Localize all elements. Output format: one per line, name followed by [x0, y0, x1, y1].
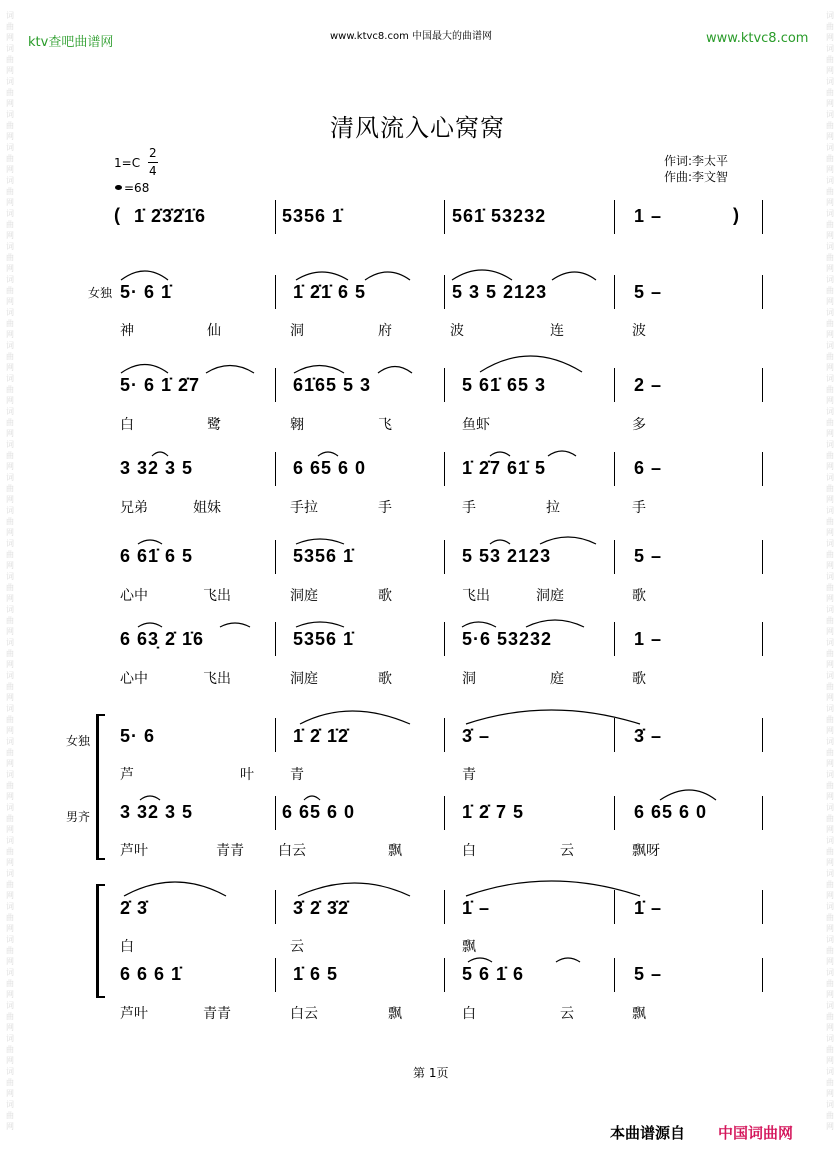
part-label-solo: 女独 — [88, 286, 113, 300]
line5-measure-1: 6 63̣ 2̇ 1̇6 — [120, 629, 205, 649]
duet1-upper-measure-4: 3̇ – — [634, 726, 663, 746]
duet1-upper-measure-2: 1̇ 2̇ 1̇2̇ — [293, 726, 350, 746]
footer-source-label: 本曲谱源自 — [610, 1124, 686, 1142]
lyric-syllable: 飘 — [388, 1006, 402, 1022]
lyric-syllable: 飞出 — [462, 588, 490, 604]
lyric-syllable: 飘呀 — [632, 843, 660, 859]
page-number: 第 1页 — [413, 1066, 449, 1080]
lyric-syllable: 洞 — [290, 323, 304, 339]
line1-measure-2: 1̇ 2̇1̇ 6 5 — [293, 282, 367, 302]
lyric-syllable: 洞庭 — [290, 588, 318, 604]
lyric-syllable: 飘 — [632, 1006, 646, 1022]
line1-measure-1: 5· 6 1̇ — [120, 282, 173, 302]
lyric-syllable: 青 — [290, 767, 304, 783]
part-label-male: 男齐 — [66, 810, 91, 824]
lyric-syllable: 府 — [378, 323, 392, 339]
duet1-lower-measure-2: 6 65 6 0 — [282, 802, 356, 822]
duet2-lower-measure-1: 6 6 6 1̇ — [120, 964, 183, 984]
line2-measure-2: 61̇65 5 3 — [293, 375, 372, 395]
line4-measure-4: 5 – — [634, 546, 663, 566]
line4-measure-2: 5356 1̇ — [293, 546, 355, 566]
line2-measure-1: 5· 6 1̇ 2̇7 — [120, 375, 201, 395]
duet1-upper-measure-3: 3̇ – — [462, 726, 491, 746]
duet2-upper-measure-3: 1̇ – — [462, 898, 491, 918]
lyric-syllable: 飘 — [388, 843, 402, 859]
lyric-syllable: 歌 — [378, 588, 392, 604]
lyric-syllable: 青 — [462, 767, 476, 783]
header-right-link[interactable]: www.ktvc8.com — [706, 31, 809, 46]
line2-measure-4: 2 – — [634, 375, 663, 395]
line5-measure-4: 1 – — [634, 629, 663, 649]
lyric-syllable: 庭 — [550, 671, 564, 687]
line4-measure-3: 5 53 2123 — [462, 546, 552, 566]
lyric-syllable: 白 — [120, 417, 134, 433]
lyric-syllable: 洞 — [462, 671, 476, 687]
lyric-syllable: 连 — [550, 323, 564, 339]
lyric-syllable: 飞出 — [203, 671, 231, 687]
intro-measure-1: 1̇ 2̇3̇2̇1̇6 — [134, 206, 207, 226]
lyric-syllable: 白云 — [290, 1006, 318, 1022]
lyric-syllable: 白 — [120, 939, 134, 955]
intro-measure-2: 5356 1̇ — [282, 206, 344, 226]
lyric-syllable: 手 — [462, 500, 476, 516]
lyric-syllable: 歌 — [632, 588, 646, 604]
lyric-syllable: 兄弟 — [120, 500, 148, 516]
header-left-link[interactable]: ktv查吧曲谱网 — [28, 35, 114, 50]
line3-measure-2: 6 65 6 0 — [293, 458, 367, 478]
line5-measure-2: 5356 1̇ — [293, 629, 355, 649]
duet2-lower-measure-2: 1̇ 6 5 — [293, 964, 339, 984]
lyric-syllable: 翱 — [290, 417, 304, 433]
lyric-syllable: 白云 — [278, 843, 306, 859]
lyric-syllable: 叶 — [240, 767, 254, 783]
lyric-syllable: 心中 — [120, 671, 148, 687]
time-signature-bottom: 4 — [149, 164, 157, 178]
lyric-syllable: 洞庭 — [290, 671, 318, 687]
lyricist-credit: 作词:李太平 — [664, 154, 729, 168]
side-watermark-left: 词曲网词曲网词曲网词曲网词曲网词曲网词曲网词曲网词曲网词曲网词曲网词曲网词曲网词曲网词曲网词曲网词曲网词曲网词曲网词曲网词曲网词曲网词曲网词曲网词曲网词曲网词曲网词曲网词曲网词曲网词曲网词曲网词曲网词曲网 — [6, 11, 14, 1131]
duet1-lower-measure-3: 1̇ 2̇ 7 5 — [462, 802, 525, 822]
lyric-syllable: 波 — [450, 323, 464, 339]
intro-measure-3: 561̇ 53232 — [452, 206, 547, 226]
duet2-upper-measure-2: 3̇ 2̇ 3̇2̇ — [293, 898, 350, 918]
key-signature: 1=C — [114, 156, 141, 170]
line1-measure-3: 5 3 5 2123 — [452, 282, 548, 302]
intro-measure-4: 1 – — [634, 206, 663, 226]
line4-measure-1: 6 61̇ 6 5 — [120, 546, 194, 566]
lyric-syllable: 青青 — [203, 1006, 231, 1022]
lyric-syllable: 云 — [560, 1006, 574, 1022]
lyric-syllable: 芦叶 — [120, 843, 148, 859]
tempo-marking: =68 — [124, 181, 150, 195]
lyric-syllable: 青青 — [216, 843, 244, 859]
side-watermark-right: 词曲网词曲网词曲网词曲网词曲网词曲网词曲网词曲网词曲网词曲网词曲网词曲网词曲网词曲网词曲网词曲网词曲网词曲网词曲网词曲网词曲网词曲网词曲网词曲网词曲网词曲网词曲网词曲网词曲网词曲网词曲网词曲网词曲网词曲网 — [826, 11, 834, 1131]
lyric-syllable: 白 — [462, 843, 476, 859]
lyric-syllable: 飞出 — [203, 588, 231, 604]
lyric-syllable: 手 — [632, 500, 646, 516]
line1-measure-4: 5 – — [634, 282, 663, 302]
lyric-syllable: 飞 — [378, 417, 392, 433]
lyric-syllable: 歌 — [632, 671, 646, 687]
lyric-syllable: 飘 — [462, 939, 476, 955]
duet1-lower-measure-4: 6 65 6 0 — [634, 802, 708, 822]
footer-source-link[interactable]: 中国词曲网 — [718, 1124, 794, 1142]
intro-close-paren: ) — [733, 205, 740, 225]
lyric-syllable: 神 — [120, 323, 134, 339]
duet2-lower-measure-3: 5 6 1̇ 6 — [462, 964, 525, 984]
lyric-syllable: 歌 — [378, 671, 392, 687]
lyric-syllable: 姐妹 — [193, 500, 221, 516]
time-signature-top: 2 — [149, 146, 157, 160]
part-label-solo: 女独 — [66, 734, 91, 748]
lyric-syllable: 仙 — [207, 323, 221, 339]
song-title: 清风流入心窝窝 — [330, 114, 505, 142]
intro-open-paren: ( — [114, 205, 121, 225]
lyric-syllable: 芦叶 — [120, 1006, 148, 1022]
lyric-syllable: 多 — [632, 417, 646, 433]
lyric-syllable: 白 — [462, 1006, 476, 1022]
lyric-syllable: 芦 — [120, 767, 134, 783]
header-center-text: www.ktvc8.com 中国最大的曲谱网 — [330, 31, 493, 42]
lyric-syllable: 云 — [560, 843, 574, 859]
lyric-syllable: 拉 — [546, 500, 560, 516]
composer-credit: 作曲:李文智 — [664, 170, 729, 184]
line2-measure-3: 5 61̇ 65 3 — [462, 375, 547, 395]
lyric-syllable: 云 — [290, 939, 304, 955]
lyric-syllable: 手拉 — [290, 500, 318, 516]
duet1-upper-measure-1: 5· 6 — [120, 726, 156, 746]
line3-measure-3: 1̇ 2̇7 61̇ 5 — [462, 458, 547, 478]
line3-measure-1: 3 32 3 5 — [120, 458, 194, 478]
line5-measure-3: 5·6 53232 — [462, 629, 553, 649]
lyric-syllable: 鱼虾 — [462, 417, 490, 433]
duet1-lower-measure-1: 3 32 3 5 — [120, 802, 194, 822]
lyric-syllable: 心中 — [120, 588, 148, 604]
lyric-syllable: 洞庭 — [536, 588, 564, 604]
lyric-syllable: 波 — [632, 323, 646, 339]
duet2-upper-measure-4: 1̇ – — [634, 898, 663, 918]
lyric-syllable: 手 — [378, 500, 392, 516]
duet2-upper-measure-1: 2̇ 3̇ — [120, 898, 149, 918]
lyric-syllable: 鹭 — [207, 417, 221, 433]
line3-measure-4: 6 – — [634, 458, 663, 478]
duet2-lower-measure-4: 5 – — [634, 964, 663, 984]
